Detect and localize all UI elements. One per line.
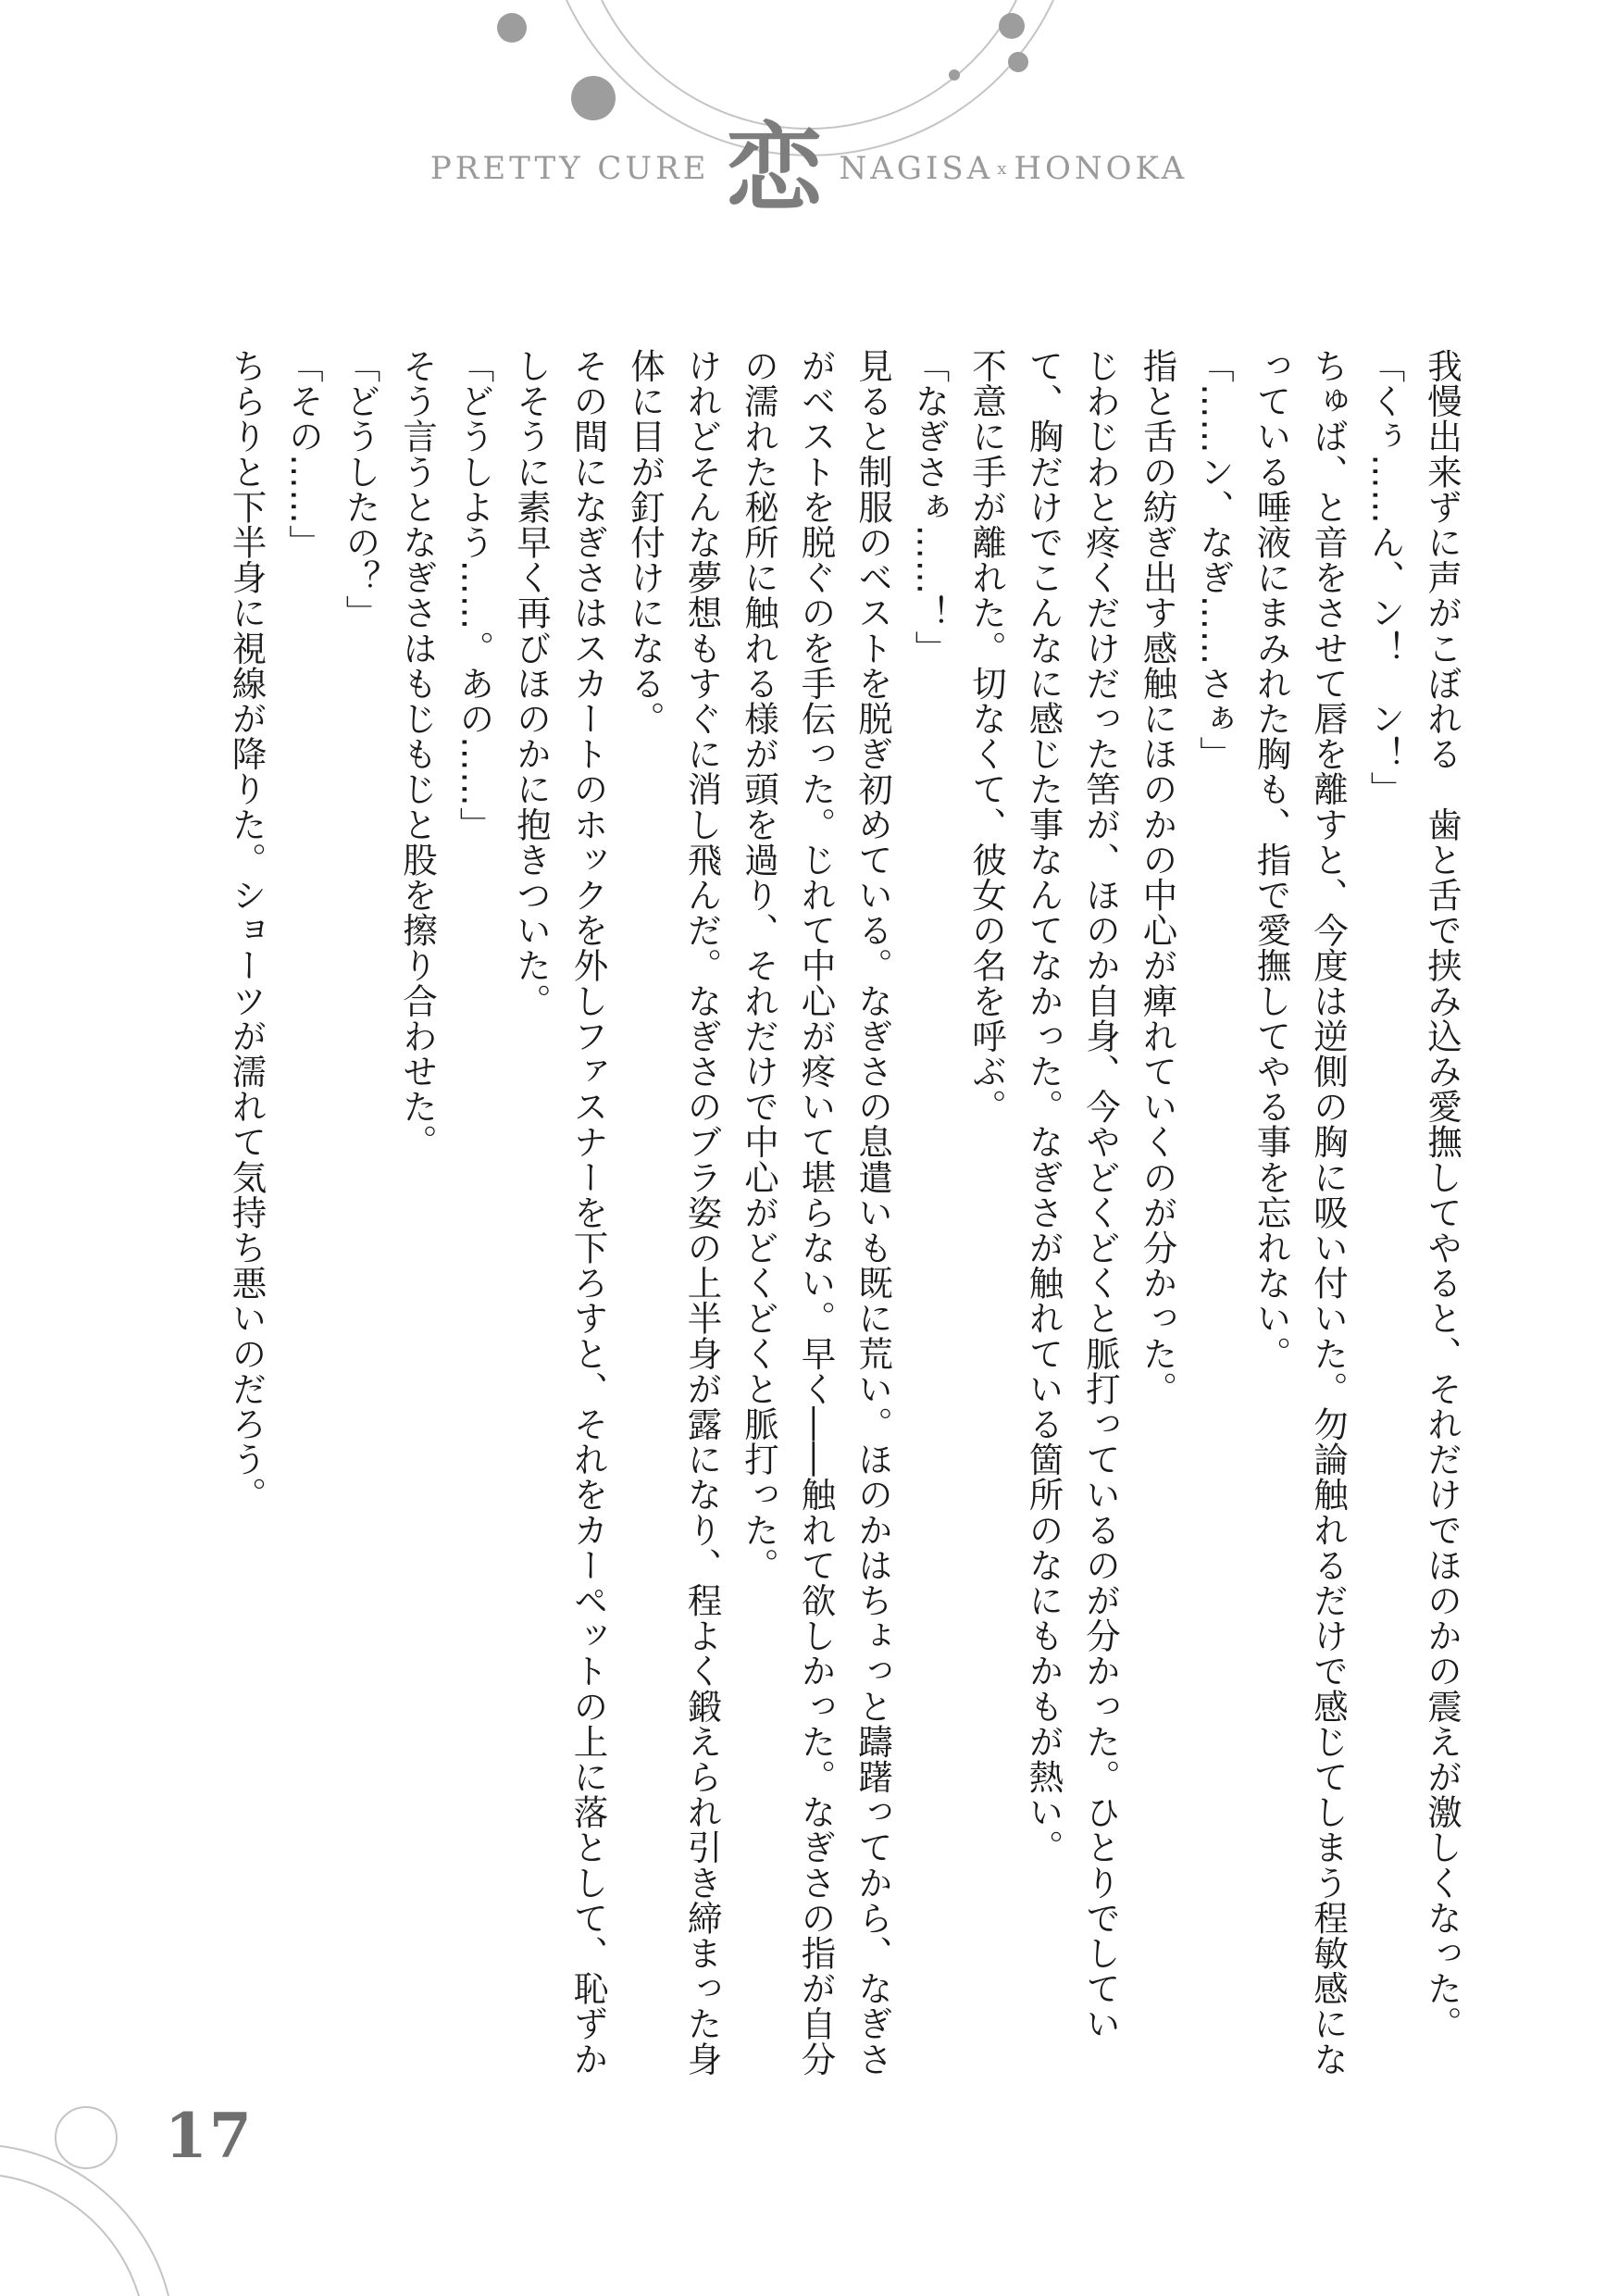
- paragraph: けれどそんな夢想もすぐに消し飛んだ。なぎさのブラ姿の上半身が露になり、程よく鍛えられ引き締まった身体に目が釘付けになる。: [625, 348, 723, 2077]
- paragraph: そう言うとなぎさはもじもじと股を擦り合わせた。: [397, 348, 438, 1160]
- header-series-title: PRETTY CURE: [429, 150, 710, 187]
- header-ring-inner: [602, 0, 1016, 129]
- paragraph: 見ると制服のベストを脱ぎ初めている。なぎさの息遣いも既に荒い。ほのかはちょっと躊躇ってから、なぎさがベストを脱ぐのを手伝った。じれて中心が疼いて堪らない。早く――触れて欲しかった。なぎさの指が自分の濡れた秘所に触れる様が頭を過り、それだけで中心がどくどくと脈打った。: [739, 348, 893, 2077]
- running-header: [0, 111, 1618, 225]
- header-character-2: HONOKA: [1014, 150, 1189, 187]
- header-separator: x: [997, 158, 1011, 179]
- paragraph: 「なぎさぁ……！」: [909, 348, 951, 666]
- paragraph: その間になぎさはスカートのホックを外しファスナーを下ろすと、それをカーペットの上に落として、恥ずかしそうに素早く再びほのかに抱きついた。: [511, 348, 609, 2077]
- body-text: [156, 348, 1470, 2107]
- header-kanji: 恋: [726, 111, 823, 225]
- header-dot: [1008, 52, 1028, 72]
- paragraph: 「どうしたの？」: [340, 348, 381, 630]
- paragraph: 「……ン、なぎ……さぁ」: [1194, 348, 1235, 772]
- paragraph: ちゅば、と音をさせて唇を離すと、今度は逆側の胸に吸い付いた。勿論触れるだけで感じてしまう程敏感になっている唾液にまみれた胸も、指で愛撫してやる事を忘れない。: [1251, 348, 1349, 2077]
- paragraph: じわじわと疼くだけだった筈が、ほのか自身、今やどくどくと脈打っているのが分かった。ひとりでしていて、胸だけでこんなに感じた事なんてなかった。なぎさが触れている箇所のなにもかもが熱い。: [1023, 348, 1121, 2041]
- paragraph: 我慢出来ずに声がこぼれる 歯と舌で挟み込み愛撫してやると、それだけでほのかの震えが激しくなった。: [1422, 348, 1462, 2041]
- paragraph: ちらりと下半身に視線が降りた。ショーツが濡れて気持ち悪いのだろう。: [226, 348, 268, 1513]
- paragraph: 「その……」: [283, 348, 324, 560]
- header-dot: [949, 69, 960, 81]
- header-dot: [497, 13, 527, 43]
- paragraph: 不意に手が離れた。切なくて、彼女の名を呼ぶ。: [966, 348, 1007, 1125]
- footer-ring-large-inner: [0, 2176, 139, 2296]
- page-number: 17: [165, 2100, 254, 2172]
- header-dot: [571, 76, 616, 120]
- header-dot: [999, 13, 1025, 39]
- paragraph: 「どうしよう……。あの……」: [454, 348, 495, 842]
- header-character-1: NAGISA: [839, 150, 994, 187]
- footer-ring-small: [56, 2107, 117, 2168]
- paragraph: 指と舌の紡ぎ出す感触にほのかの中心が痺れていくのが分かった。: [1137, 348, 1178, 1406]
- paragraph: 「くぅ……ん、ン！ ン！」: [1364, 348, 1406, 807]
